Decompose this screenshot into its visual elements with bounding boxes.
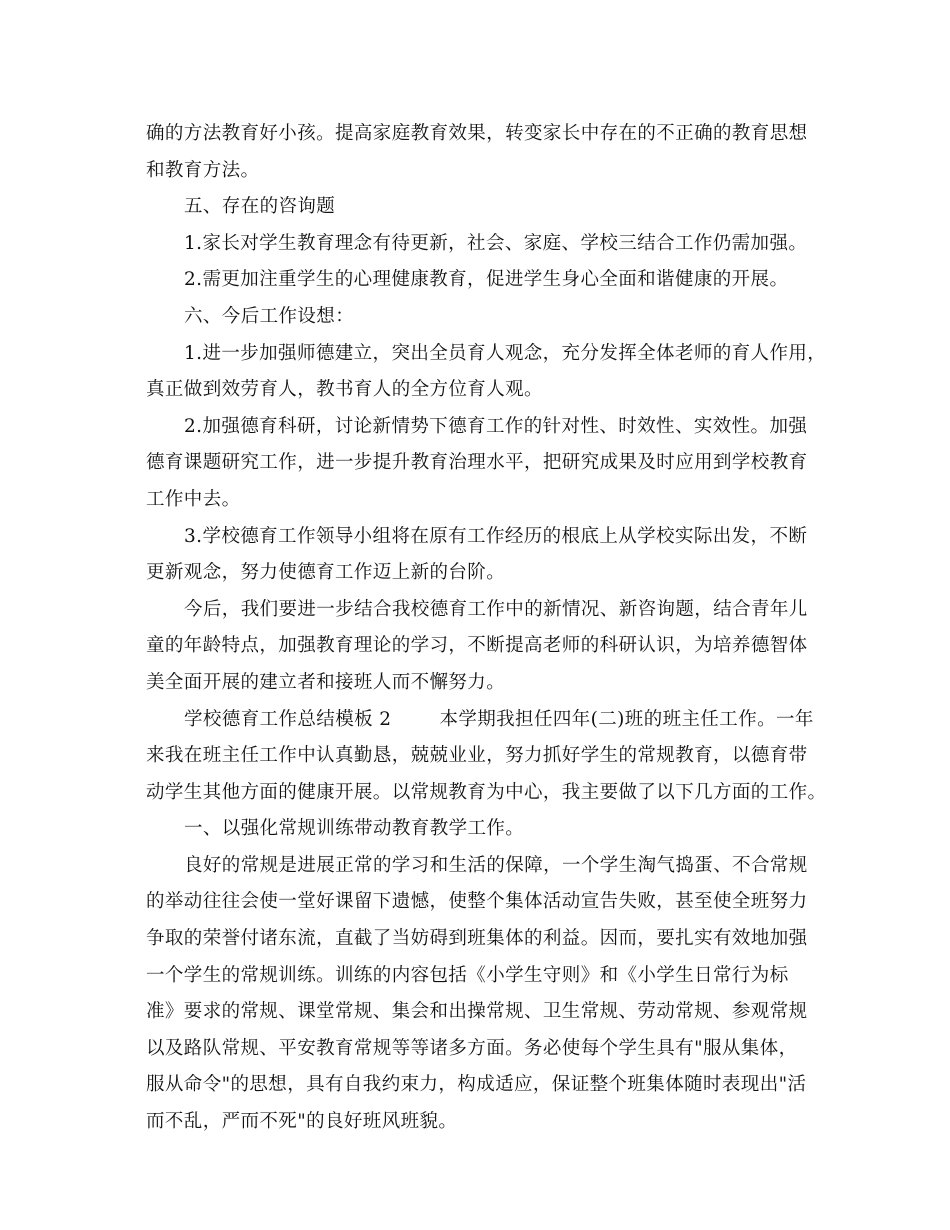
template-title-line [146,702,814,739]
text-line: 更新观念，努力使德育工作迈上新的台阶。 [146,562,506,584]
text-line: 准》要求的常规、课堂常规、集会和出操常规、卫生常规、劳动常规、参观常规 [146,1001,808,1023]
template-title: 学校德育工作总结模板 2 [184,708,392,730]
text-line: 工作中去。 [146,488,241,510]
text-line: 动学生其他方面的健康开展。以常规教育为中心，我主要做了以下几方面的工作。 [146,781,827,803]
text-line: 1.家长对学生教育理念有待更新，社会、家庭、学校三结合工作仍需加强。 [184,232,808,254]
text-line: 的举动往往会使一堂好课留下遗憾，使整个集体活动宣告失败，甚至使全班努力 [146,891,808,913]
text-line: 争取的荣誉付诸东流，直截了当妨碍到班集体的利益。因而，要扎实有效地加强 [146,928,808,950]
section-heading: 一、以强化常规训练带动教育教学工作。 [184,818,525,840]
text-line: 以及路队常规、平安教育常规等等诸多方面。务必使每个学生具有"服从集体， [146,1037,798,1059]
text-line: 2.需更加注重学生的心理健康教育，促进学生身心全面和谐健康的开展。 [184,269,789,291]
document-body [146,116,827,1141]
text-line: 良好的常规是进展正常的学习和生活的保障，一个学生淘气捣蛋、不合常规 [184,854,808,876]
text-line: 3.学校德育工作领导小组将在原有工作经历的根底上从学校实际出发，不断 [184,525,808,547]
text-line: 童的年龄特点，加强教育理论的学习，不断提高老师的科研认识，为培养德智体 [146,635,808,657]
text-line: 1.进一步加强师德建立，突出全员育人观念，充分发挥全体老师的育人作用， [184,342,827,364]
section-heading: 六、今后工作设想： [184,305,355,327]
text-line: 服从命令"的思想，具有自我约束力，构成适应，保证整个班集体随时表现出"活 [146,1074,807,1096]
text-line: 一个学生的常规训练。训练的内容包括《小学生守则》和《小学生日常行为标 [146,964,789,986]
text-line: 而不乱，严而不死"的良好班风班貌。 [146,1111,458,1133]
section-heading: 五、存在的咨询题 [184,196,336,218]
text-line: 本学期我担任四年(二)班的班主任工作。一年 [439,708,814,730]
text-line: 2.加强德育科研，讨论新情势下德育工作的针对性、时效性、实效性。加强 [184,415,808,437]
text-line: 德育课题研究工作，进一步提升教育治理水平，把研究成果及时应用到学校教育 [146,452,808,474]
text-line: 美全面开展的建立者和接班人而不懈努力。 [146,671,506,693]
text-line: 来我在班主任工作中认真勤恳，兢兢业业，努力抓好学生的常规教育，以德育带 [146,745,808,767]
text-line: 今后，我们要进一步结合我校德育工作中的新情况、新咨询题，结合青年儿 [184,598,808,620]
text-line: 和教育方法。 [146,159,260,181]
text-line: 真正做到效劳育人，教书育人的全方位育人观。 [146,379,543,401]
text-line: 确的方法教育好小孩。提高家庭教育效果，转变家长中存在的不正确的教育思想 [146,123,808,144]
